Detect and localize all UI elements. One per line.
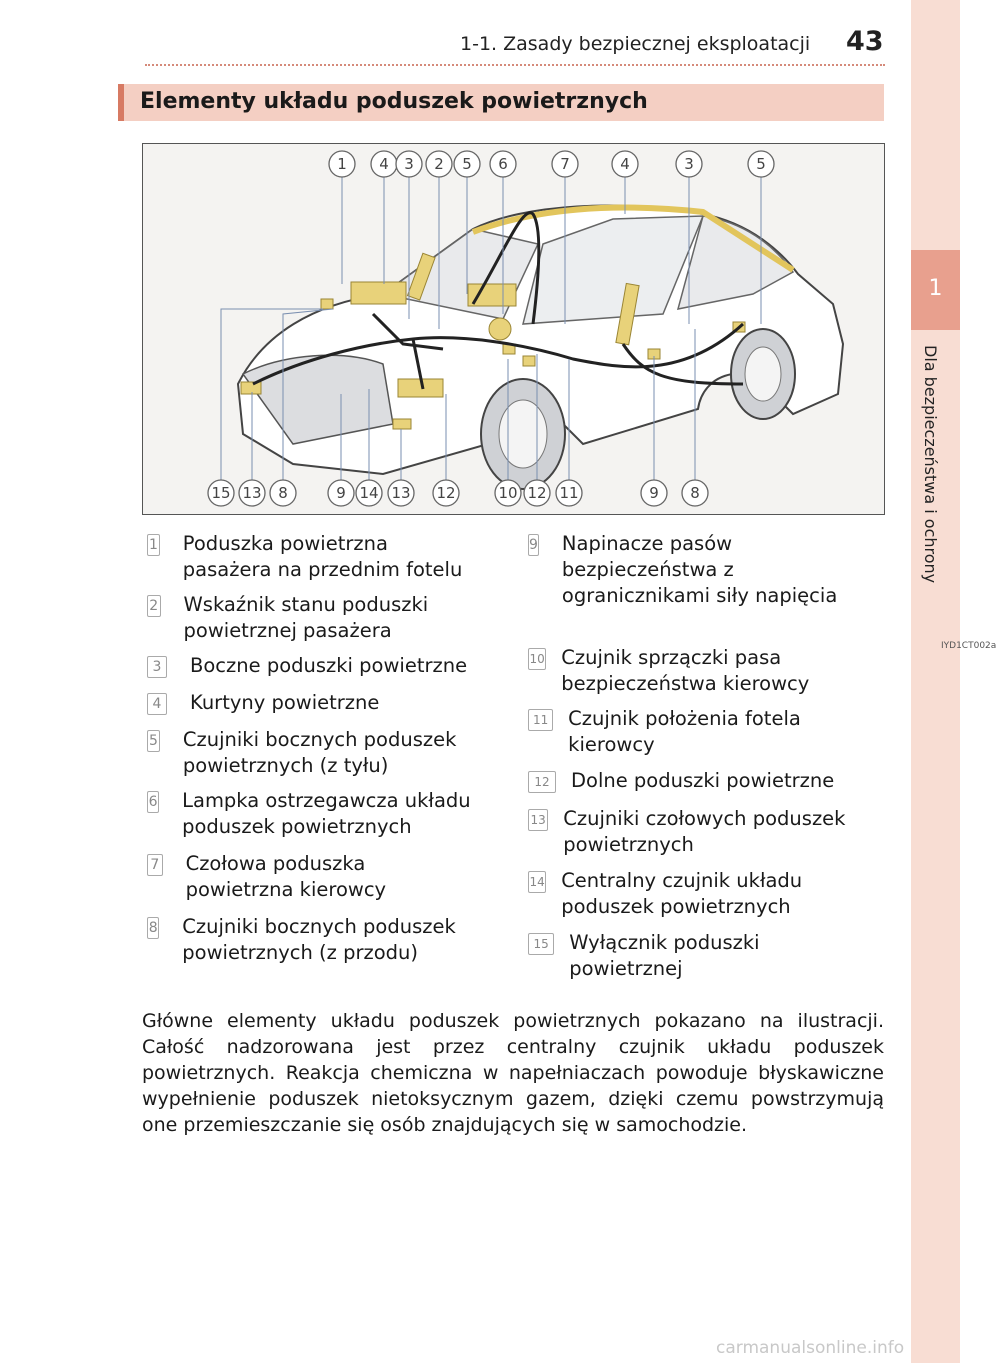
legend-item-text: Dolne poduszki powietrzne xyxy=(571,769,835,792)
legend-item-number: 5 xyxy=(147,730,160,752)
section-title: Elementy układu poduszek powietrznych xyxy=(140,89,648,114)
callout-label-13: 13 xyxy=(242,484,262,502)
callout-label-4: 4 xyxy=(379,155,389,173)
legend-item-number: 13 xyxy=(528,809,548,831)
legend-item xyxy=(528,930,858,982)
body-paragraph: Główne elementy układu poduszek powietrznych pokazano na ilustracji. Całość nadzorowana jest przez centralny czujnik układu poduszek powietrznych. Reakcja chemiczna w napełniaczach powoduje błyskawiczne wypełnienie poduszek nietoksycznym gazem, dzięki czemu powstrzymują one przemieszczanie się osób znajdujących się w samochodzie. xyxy=(142,1010,884,1136)
legend-item-number: 11 xyxy=(528,709,553,731)
callout-label-1: 1 xyxy=(337,155,347,173)
callout-label-3: 3 xyxy=(684,155,694,173)
legend-item-number: 7 xyxy=(147,854,163,876)
legend-item-text: Czujnik sprzączki pasa bezpieczeństwa kierowcy xyxy=(561,646,810,695)
legend-item xyxy=(147,788,477,840)
legend-item xyxy=(528,645,858,697)
legend-item xyxy=(147,851,477,903)
legend-item-number: 15 xyxy=(528,933,554,955)
legend-item-text: Czujniki bocznych poduszek powietrznych (z przodu) xyxy=(182,915,456,964)
header-divider xyxy=(145,64,885,66)
legend-item-text: Kurtyny powietrzne xyxy=(190,691,380,714)
legend-item-number: 9 xyxy=(528,534,539,556)
figure-code: IYD1CT002a xyxy=(941,641,996,651)
legend-item xyxy=(147,727,477,779)
legend-item xyxy=(528,531,858,609)
legend-item-number: 3 xyxy=(147,656,167,678)
legend-item-text: Centralny czujnik układu poduszek powietrznych xyxy=(561,869,803,918)
legend-item-number: 1 xyxy=(147,534,160,556)
legend-item-text: Wskaźnik stanu poduszki powietrznej pasażera xyxy=(183,593,429,642)
legend-item-number: 14 xyxy=(528,871,546,893)
callout-label-8: 8 xyxy=(278,484,288,502)
passenger-airbag-module xyxy=(351,282,406,304)
legend-item xyxy=(147,531,477,583)
legend-item xyxy=(147,653,477,679)
legend-item-text: Poduszka powietrzna pasażera na przednim fotelu xyxy=(182,532,463,581)
chapter-label: Dla bezpieczeństwa i ochrony xyxy=(921,345,940,584)
callout-label-15: 15 xyxy=(211,484,231,502)
legend-item-number: 6 xyxy=(147,791,159,813)
legend-item xyxy=(147,690,477,716)
bottom-callouts xyxy=(208,480,708,506)
callout-label-14: 14 xyxy=(359,484,379,502)
callout-label-13: 13 xyxy=(391,484,411,502)
legend-item-text: Czujniki czołowych poduszek powietrznych xyxy=(563,807,846,856)
chapter-tab-strip xyxy=(911,0,960,1363)
legend-item-text: Boczne poduszki powietrzne xyxy=(190,654,468,677)
callout-label-6: 6 xyxy=(498,155,508,173)
legend-item-number: 12 xyxy=(528,771,556,793)
callout-label-5: 5 xyxy=(756,155,766,173)
callout-label-9: 9 xyxy=(649,484,659,502)
legend-item-text: Czujniki bocznych poduszek powietrznych (z tyłu) xyxy=(182,728,457,777)
legend-item-number: 4 xyxy=(147,693,167,715)
callout-label-4: 4 xyxy=(620,155,630,173)
legend-item-text: Czołowa poduszka powietrzna kierowcy xyxy=(185,852,387,901)
page-number: 43 xyxy=(846,26,884,57)
running-header: 1-1. Zasady bezpiecznej eksploatacji xyxy=(460,33,811,55)
callout-label-11: 11 xyxy=(559,484,579,502)
legend-item-text: Czujnik położenia fotela kierowcy xyxy=(568,707,801,756)
legend-item-text: Lampka ostrzegawcza układu poduszek powietrznych xyxy=(182,789,471,838)
legend-item xyxy=(528,768,858,794)
legend-item-text: Napinacze pasów bezpieczeństwa z ogranicznikami siły napięcia xyxy=(561,532,838,607)
callout-label-2: 2 xyxy=(434,155,444,173)
car-illustration xyxy=(143,144,884,514)
legend-item xyxy=(147,914,477,966)
legend-item-number: 8 xyxy=(147,917,159,939)
callout-label-10: 10 xyxy=(498,484,518,502)
callout-label-12: 12 xyxy=(527,484,547,502)
legend-item-number: 2 xyxy=(147,595,161,617)
legend-item xyxy=(528,868,858,920)
legend-item xyxy=(147,592,477,644)
legend-item xyxy=(528,806,858,858)
callout-label-7: 7 xyxy=(560,155,570,173)
top-callouts xyxy=(329,151,774,177)
callout-label-8: 8 xyxy=(690,484,700,502)
callout-label-9: 9 xyxy=(336,484,346,502)
legend-item-text: Wyłącznik poduszki powietrznej xyxy=(569,931,760,980)
legend-item-number: 10 xyxy=(528,648,546,670)
watermark: carmanualsonline.info xyxy=(716,1338,905,1358)
callout-label-3: 3 xyxy=(404,155,414,173)
chapter-number: 1 xyxy=(928,276,943,301)
legend-item xyxy=(528,706,858,758)
callout-label-12: 12 xyxy=(436,484,456,502)
callout-label-5: 5 xyxy=(462,155,472,173)
